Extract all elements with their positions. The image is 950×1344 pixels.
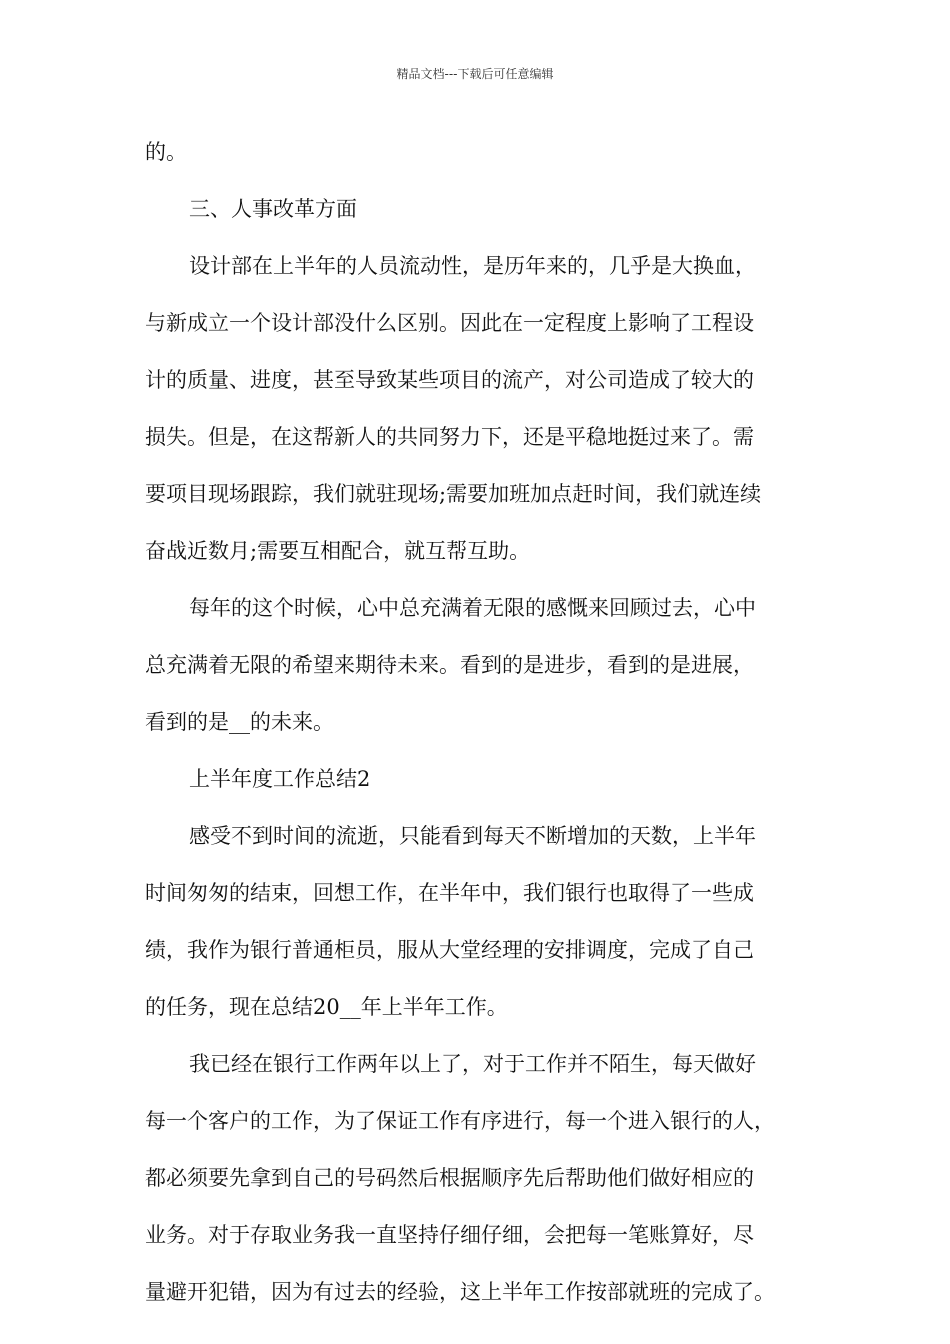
paragraph-line: 绩，我作为银行普通柜员，服从大堂经理的安排调度，完成了自己 [145,938,754,962]
paragraph-line: 时间匆匆的结束，回想工作，在半年中，我们银行也取得了一些成 [145,881,754,905]
paragraph-line: 与新成立一个设计部没什么区别。因此在一定程度上影响了工程设 [145,311,754,335]
paragraph-line: 设计部在上半年的人员流动性，是历年来的，几乎是大换血， [189,254,756,278]
paragraph-line: 损失。但是，在这帮新人的共同努力下，还是平稳地挺过来了。需 [145,425,754,449]
paragraph-line: 的任务，现在总结20__年上半年工作。 [145,995,508,1019]
paragraph-line: 感受不到时间的流逝，只能看到每天不断增加的天数，上半年 [189,824,756,848]
paragraph-line: 量避开犯错，因为有过去的经验，这上半年工作按部就班的完成了。 [145,1280,775,1304]
paragraph-line: 我已经在银行工作两年以上了，对于工作并不陌生，每天做好 [189,1052,756,1076]
text-line: 的。 [145,140,187,164]
paragraph-line: 每一个客户的工作，为了保证工作有序进行，每一个进入银行的人， [145,1109,775,1133]
paragraph-line: 要项目现场跟踪，我们就驻现场;需要加班加点赶时间，我们就连续 [145,482,762,506]
paragraph-line: 计的质量、进度，甚至导致某些项目的流产，对公司造成了较大的 [145,368,754,392]
paragraph-line: 看到的是__的未来。 [145,710,334,734]
section-heading: 上半年度工作总结2 [189,767,371,791]
page-header: 精品文档---下载后可任意编辑 [396,67,554,81]
paragraph-line: 都必须要先拿到自己的号码然后根据顺序先后帮助他们做好相应的 [145,1166,754,1190]
section-heading: 三、人事改革方面 [189,197,357,221]
paragraph-line: 业务。对于存取业务我一直坚持仔细仔细，会把每一笔账算好，尽 [145,1223,754,1247]
document-body [145,130,835,1314]
paragraph-line: 总充满着无限的希望来期待未来。看到的是进步，看到的是进展， [145,653,754,677]
paragraph-line: 奋战近数月;需要互相配合，就互帮互助。 [145,539,531,563]
paragraph-line: 每年的这个时候，心中总充满着无限的感慨来回顾过去，心中 [189,596,756,620]
